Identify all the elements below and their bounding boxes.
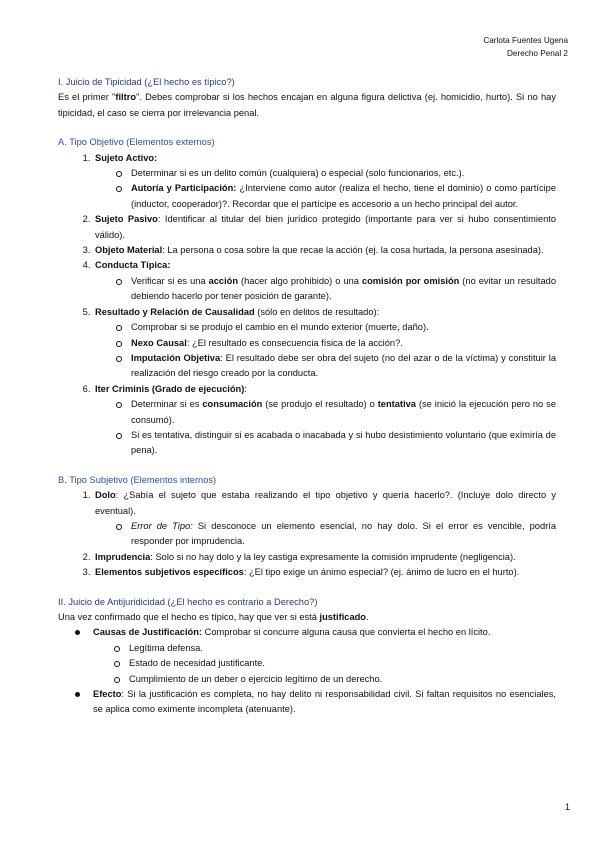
list-item-dolo: 1. Dolo: ¿Sabía el sujeto que estaba realizando el tipo objetivo y quería hacerlo?. (Incluye dolo directo y eventual). Error de Tipo: Si desconoce un elemento esencial, no hay dolo. Si el error es vencible, podría responder por imprudencia. — [93, 488, 556, 550]
list-item: Imputación Objetiva: El resultado debe ser obra del sujeto (no del azar o de la víctima) y constituir la realización del riesgo creado por la conducta. — [131, 351, 556, 382]
section-2-list — [58, 625, 556, 717]
section-a-list — [58, 151, 556, 459]
list-item-objeto-material: 3. Objeto Material: La persona o cosa sobre la que recae la acción (ej. la cosa hurtada, la persona asesinada). — [93, 243, 556, 258]
list-item: Determinar si es un delito común (cualquiera) o especial (solo funcionarios, etc.). — [131, 166, 556, 181]
list-item: Error de Tipo: Si desconoce un elemento esencial, no hay dolo. Si el error es vencible, podría responder por imprudencia. — [131, 519, 556, 550]
list-item: Estado de necesidad justificante. — [129, 656, 556, 671]
list-item-causas-justificacion: Causas de Justificación: Comprobar si concurre alguna causa que convierta el hecho en lícito. Legítima defensa. Estado de necesidad justificante. Cumplimiento de un deber o ejercicio legítimo de un derecho. — [93, 625, 556, 687]
list-item-sujeto-activo: 1. Sujeto Activo: Determinar si es un delito común (cualquiera) o especial (solo funcionarios, etc.). Autoría y Participación: ¿Interviene como autor (realiza el hecho, tiene el dominio) o como partícipe (inductor, cooperador)?. Recordar que el partícipe es accesorio a un hecho principal del autor. — [93, 151, 556, 213]
list-item: Autoría y Participación: ¿Interviene como autor (realiza el hecho, tiene el dominio) o como partícipe (inductor, cooperador)?. Recordar que el partícipe es accesorio a un hecho principal del autor. — [131, 181, 556, 212]
list-item: Verificar si es una acción (hacer algo prohibido) o una comisión por omisión (no evitar un resultado debiendo hacerlo por tener posición de garante). — [131, 274, 556, 305]
list-item: Si es tentativa, distinguir si es acabada o inacabada y si hubo desistimiento voluntario (que exímiría de pena). — [131, 428, 556, 459]
list-item-efecto: Efecto: Si la justificación es completa, no hay delito ni responsabilidad civil. Si faltan requisitos no esenciales, se aplica como eximente incompleta (atenuante). — [93, 687, 556, 718]
sublist — [93, 641, 556, 687]
section-1-intro: Es el primer "filtro". Debes comprobar si los hechos encajan en alguna figura delictiva (ej. homicidio, hurto). Si no hay tipicidad, el caso se cierra por irrelevancia penal. — [58, 92, 556, 118]
list-item: Determinar si es consumación (se produjo el resultado) o tentativa (se inició la ejecución pero no se consumó). — [131, 397, 556, 428]
section-2-intro: Una vez confirmado que el hecho es típico, hay que ver si está justificado. — [58, 612, 369, 622]
list-item-elementos-subjetivos: 3. Elementos subjetivos específicos: ¿El tipo exige un ánimo especial? (ej. ánimo de lucro en el hurto). — [93, 565, 556, 580]
list-item: Legítima defensa. — [129, 641, 556, 656]
header-author: Carlota Fuentes Ugena — [483, 36, 568, 45]
list-item-sujeto-pasivo: 2. Sujeto Pasivo: Identificar al titular del bien jurídico protegido (importante para ver si hubo consentimiento válido). — [93, 212, 556, 243]
list-item-resultado: 5. Resultado y Relación de Causalidad (sólo en delitos de resultado): Comprobar si se produjo el cambio en el mundo exterior (muerte, daño). Nexo Causal: ¿El resultado es consecuencia física de la acción?. Imputación Objetiva: El resultado debe ser obra del sujeto (no del azar o de la víctima) y constituir la realización del riesgo creado por la conducta. — [93, 305, 556, 382]
sublist — [95, 274, 556, 305]
list-item: Nexo Causal: ¿El resultado es consecuencia física de la acción?. — [131, 336, 556, 351]
section-a-title: A. Tipo Objetivo (Elementos externos) — [58, 137, 215, 148]
section-b-list — [58, 488, 556, 580]
section-1-title: I. Juicio de Tipicidad (¿El hecho es típico?) — [58, 77, 235, 87]
header-subject: Derecho Penal 2 — [507, 49, 568, 58]
section-b-title: B. Tipo Subjetivo (Elementos internos) — [58, 474, 217, 485]
list-item: Cumplimiento de un deber o ejercicio legítimo de un derecho. — [129, 672, 556, 687]
list-item-imprudencia: 2. Imprudencia: Solo si no hay dolo y la ley castiga expresamente la comisión imprudente (negligencia). — [93, 550, 556, 565]
list-item-iter-criminis: 6. Iter Criminis (Grado de ejecución): Determinar si es consumación (se produjo el resultado) o tentativa (se inició la ejecución pero no se consumó). Si es tentativa, distinguir si es acabada o inacabada y si hubo desistimiento voluntario (que exímiría de pena). — [93, 382, 556, 459]
sublist — [95, 320, 556, 382]
sublist — [95, 166, 556, 212]
list-item: Comprobar si se produjo el cambio en el mundo exterior (muerte, daño). — [131, 320, 556, 335]
sublist — [95, 519, 556, 550]
page-number: 1 — [564, 802, 570, 812]
section-2-title: II. Juicio de Antijuridicidad (¿El hecho es contrario a Derecho?) — [58, 596, 318, 607]
sublist — [95, 397, 556, 459]
page-header — [58, 34, 568, 60]
list-item-conducta-tipica: 4. Conducta Típica: Verificar si es una acción (hacer algo prohibido) o una comisión por omisión (no evitar un resultado debiendo hacerlo por tener posición de garante). — [93, 258, 556, 304]
